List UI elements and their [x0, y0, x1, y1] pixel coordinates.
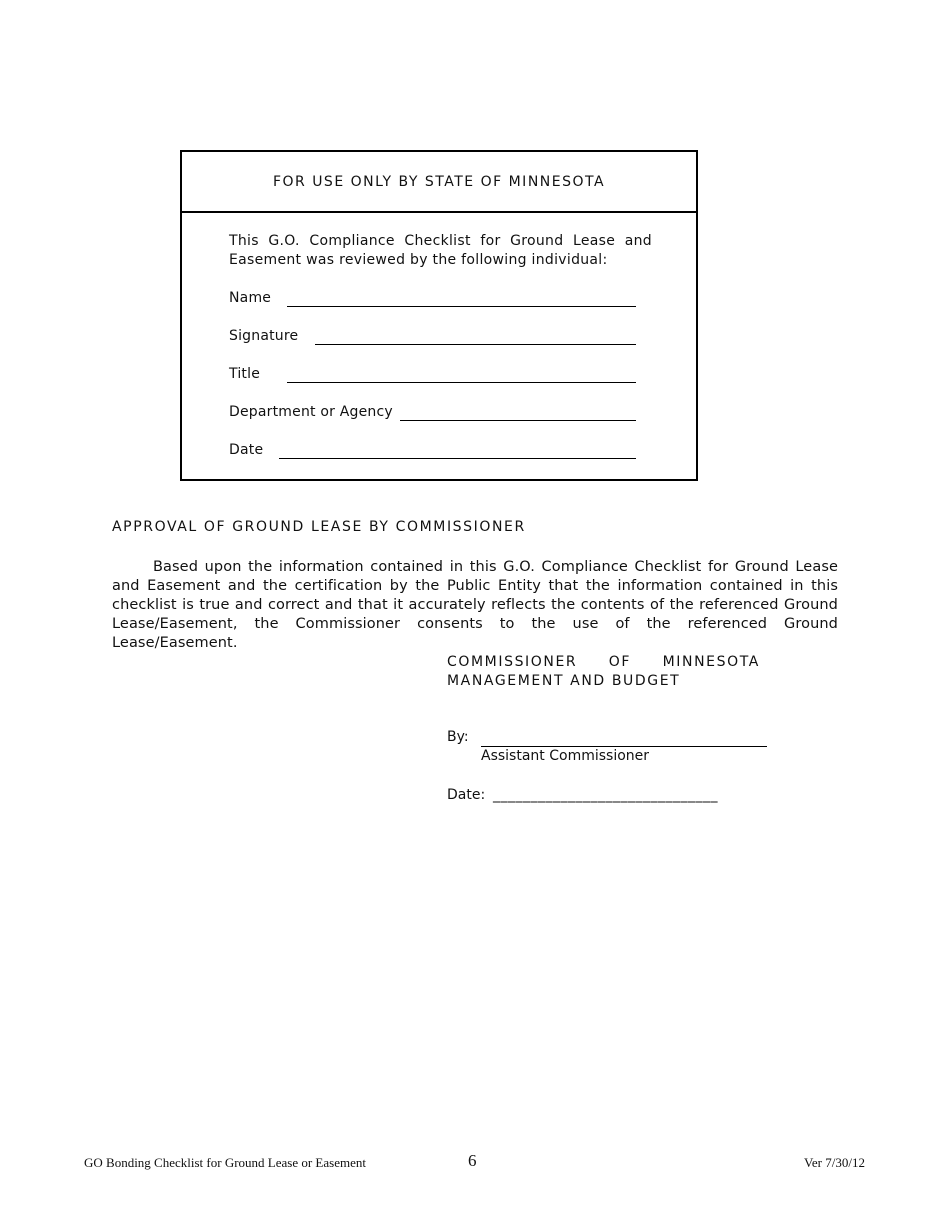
title-word-minnesota: MINNESOTA — [662, 654, 760, 670]
name-label: Name — [229, 290, 272, 306]
date-field-label: Date — [229, 442, 264, 458]
approval-paragraph: Based upon the information contained in this G.O. Compliance Checklist for Ground Lease and Easement and the certification by the Public Entity that the information contained in this checklist is true and correct and that it accurately reflects the contents of the referenced Ground Lease/Easement, the Commissioner consents to the use of the referenced Ground Lease/Easement. — [112, 559, 838, 651]
by-label: By: — [447, 729, 469, 745]
state-use-heading: FOR USE ONLY BY STATE OF MINNESOTA — [182, 152, 696, 213]
state-use-box — [180, 150, 698, 481]
date-field[interactable] — [279, 458, 636, 459]
review-intro: This G.O. Compliance Checklist for Ground Lease and Easement was reviewed by the following individual: — [229, 233, 652, 268]
signature-field[interactable] — [315, 344, 636, 345]
title-word-of: OF — [608, 654, 632, 670]
footer-document-title: GO Bonding Checklist for Ground Lease or Easement — [84, 1155, 366, 1170]
footer-version: Ver 7/30/12 — [803, 1155, 865, 1170]
commissioner-date-field[interactable]: ______________________________ — [493, 787, 718, 803]
department-field[interactable] — [400, 420, 636, 421]
commissioner-signature-field[interactable] — [481, 746, 767, 747]
title-line-2: MANAGEMENT AND BUDGET — [447, 673, 681, 689]
title-label: Title — [229, 366, 261, 382]
page-number: 6 — [468, 1151, 477, 1170]
department-label: Department or Agency — [229, 404, 393, 420]
name-field[interactable] — [287, 306, 636, 307]
commissioner-date-label: Date: — [447, 787, 486, 803]
title-field[interactable] — [287, 382, 636, 383]
signature-label: Signature — [229, 328, 299, 344]
assistant-commissioner-caption: Assistant Commissioner — [481, 748, 650, 764]
title-word-commissioner: COMMISSIONER — [447, 654, 578, 670]
commissioner-title — [447, 653, 760, 691]
approval-heading: APPROVAL OF GROUND LEASE BY COMMISSIONER — [112, 519, 526, 535]
